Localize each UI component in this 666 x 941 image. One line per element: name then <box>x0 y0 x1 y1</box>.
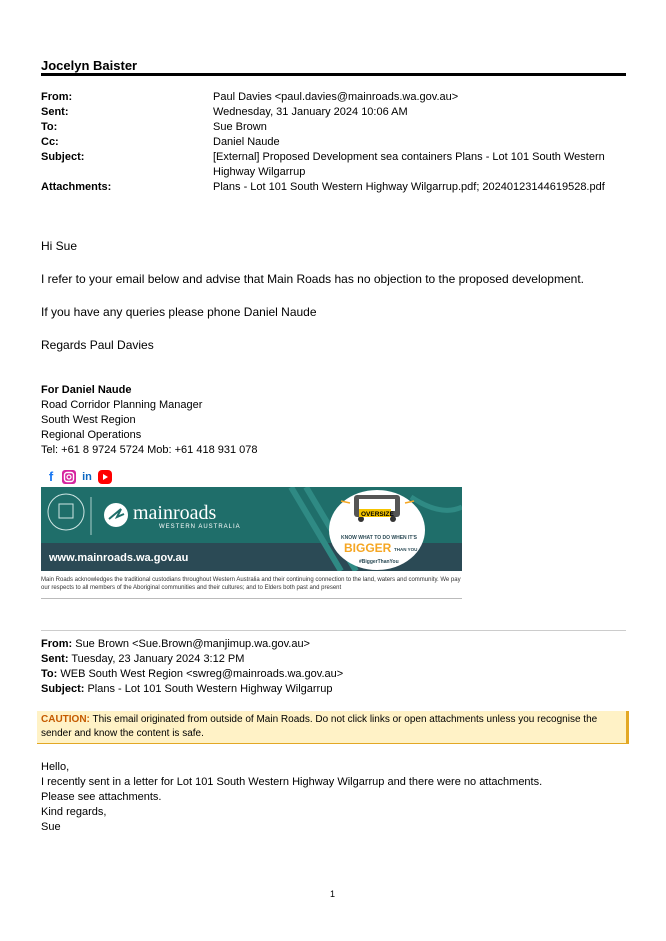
signature-name: For Daniel Naude <box>41 384 132 396</box>
fwd-from-label: From: <box>41 638 73 650</box>
cc-row <box>41 135 618 150</box>
page-number: 1 <box>330 889 336 899</box>
signature-division: Regional Operations <box>41 429 142 441</box>
campaign-than-you: THAN YOU <box>394 547 418 552</box>
to-value: Sue Brown <box>213 121 267 133</box>
campaign-tagline: KNOW WHAT TO DO WHEN IT'S <box>341 535 417 541</box>
to-label: To: <box>41 121 58 133</box>
body-paragraph-1: I refer to your email below and advise that Main Roads has no objection to the proposed development. <box>41 272 584 286</box>
acknowledgement-text: Main Roads acknowledges the traditional custodians throughout Western Australia and their continuing connection to the land, waters and community. We pay our respects to all members of the Aboriginal communities and their cultures; and to Elders both past and present <box>41 577 461 591</box>
signature-block <box>41 383 258 458</box>
cc-label: Cc: <box>41 136 59 148</box>
facebook-icon[interactable]: f <box>44 470 58 484</box>
original-line-5: Sue <box>41 821 61 833</box>
signature-region: South West Region <box>41 414 136 426</box>
original-line-4: Kind regards, <box>41 806 107 818</box>
campaign-bigger: BIGGER <box>344 541 392 555</box>
mainroads-banner[interactable] <box>41 487 462 571</box>
logo-wordmark: mainroads <box>133 502 217 524</box>
fwd-to-value: WEB South West Region <swreg@mainroads.wa.gov.au> <box>57 668 344 680</box>
forwarded-separator <box>41 630 626 631</box>
body-sign-off: Regards Paul Davies <box>41 338 154 352</box>
logo-subtitle: WESTERN AUSTRALIA <box>159 524 241 530</box>
from-label: From: <box>41 91 73 103</box>
greeting: Hi Sue <box>41 239 78 253</box>
linkedin-icon[interactable]: in <box>80 470 94 484</box>
cc-value: Daniel Naude <box>213 136 280 148</box>
fwd-subject-label: Subject: <box>41 683 85 695</box>
header-rule <box>41 73 626 76</box>
mailbox-owner-name: Jocelyn Baister <box>41 58 138 73</box>
signature-phones: Tel: +61 8 9724 5724 Mob: +61 418 931 078 <box>41 444 258 456</box>
original-line-1: Hello, <box>41 761 70 773</box>
caution-text: This email originated from outside of Main Roads. Do not click links or open attachments unless you recognise the sender and know the content is safe. <box>41 714 598 739</box>
email-header <box>41 90 618 195</box>
acknowledgement-rule <box>41 598 462 599</box>
body-paragraph-2: If you have any queries please phone Daniel Naude <box>41 305 317 319</box>
fwd-from-value: Sue Brown <Sue.Brown@manjimup.wa.gov.au> <box>72 638 310 650</box>
sent-value: Wednesday, 31 January 2024 10:06 AM <box>213 106 408 118</box>
original-message-body <box>41 760 542 835</box>
attachments-label: Attachments: <box>41 181 112 193</box>
mainroads-logo-icon <box>104 503 128 527</box>
forwarded-header <box>41 637 343 697</box>
from-value: Paul Davies <paul.davies@mainroads.wa.gov.au> <box>213 91 459 103</box>
fwd-to-label: To: <box>41 668 58 680</box>
oversize-sign: OVERSIZE <box>361 511 394 518</box>
subject-row <box>41 150 618 180</box>
subject-value: [External] Proposed Development sea containers Plans - Lot 101 South Western Highway Wilgarrup <box>213 151 605 178</box>
social-links <box>44 470 112 484</box>
from-row <box>41 90 618 105</box>
fwd-sent-value: Tuesday, 23 January 2024 3:12 PM <box>68 653 245 665</box>
sent-row <box>41 105 618 120</box>
website-url[interactable]: www.mainroads.wa.gov.au <box>49 552 189 564</box>
signature-title: Road Corridor Planning Manager <box>41 399 203 411</box>
fwd-sent-label: Sent: <box>41 653 69 665</box>
sent-label: Sent: <box>41 106 69 118</box>
fwd-subject-value: Plans - Lot 101 South Western Highway Wilgarrup <box>84 683 333 695</box>
campaign-hashtag: #BiggerThanYou <box>359 559 399 565</box>
original-line-3: Please see attachments. <box>41 791 162 803</box>
instagram-icon[interactable] <box>62 470 76 484</box>
to-row <box>41 120 618 135</box>
youtube-icon[interactable] <box>98 470 112 484</box>
original-line-2: I recently sent in a letter for Lot 101 South Western Highway Wilgarrup and there were no attachments. <box>41 776 543 788</box>
caution-label: CAUTION: <box>41 714 90 725</box>
attachments-row <box>41 180 618 195</box>
caution-banner <box>37 711 629 744</box>
subject-label: Subject: <box>41 151 85 163</box>
attachments-value[interactable]: Plans - Lot 101 South Western Highway Wilgarrup.pdf; 20240123144619528.pdf <box>213 181 605 193</box>
